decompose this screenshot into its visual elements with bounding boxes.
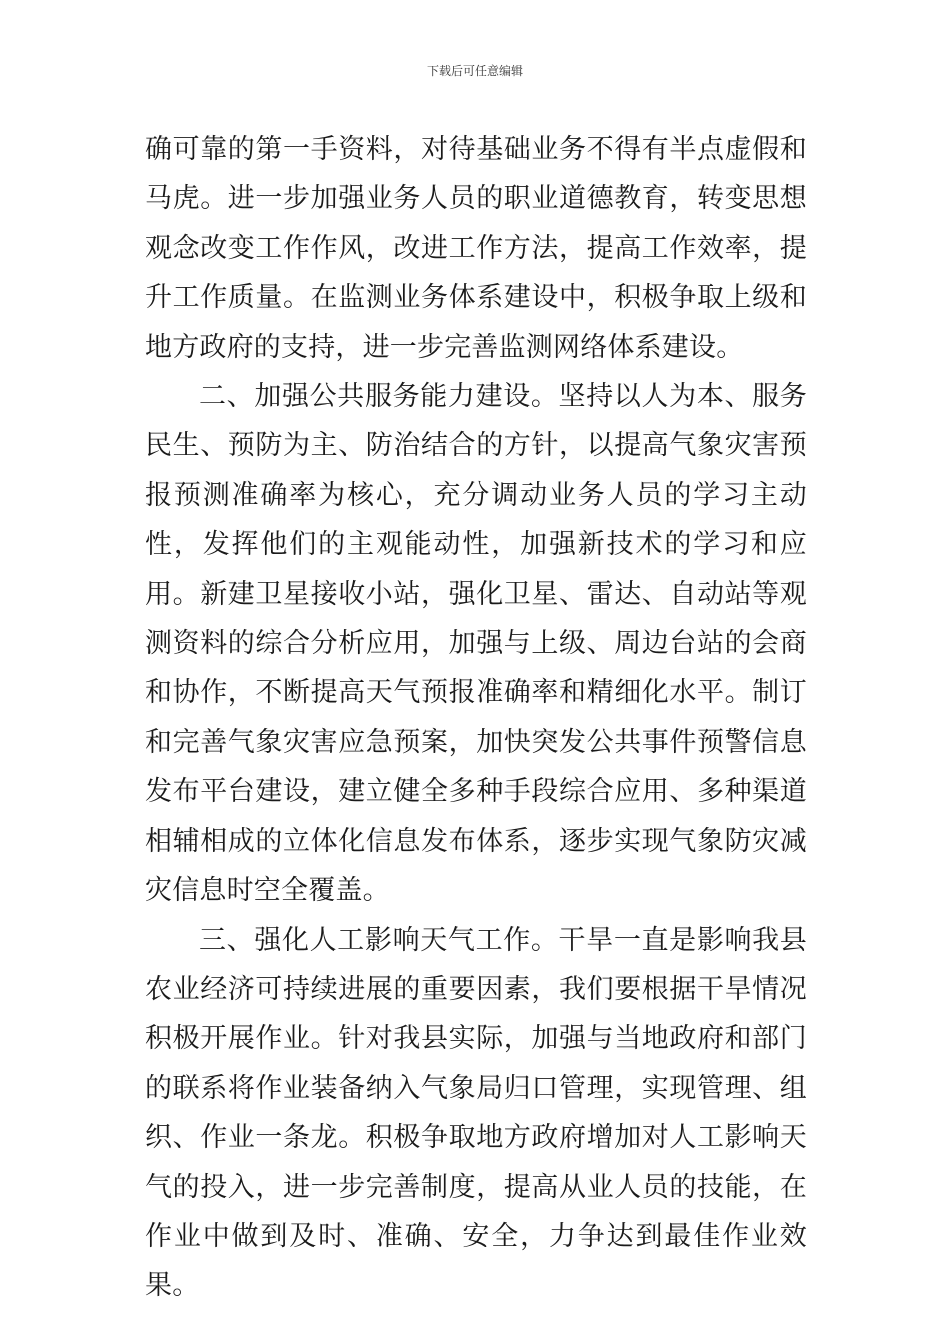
- document-body: [145, 125, 807, 1311]
- page-header: 下载后可任意编辑: [426, 64, 523, 78]
- paragraph-weather-modification: 三、强化人工影响天气工作。干旱一直是影响我县农业经济可持续进展的重要因素，我们要根据干旱情况积极开展作业。针对我县实际，加强与当地政府和部门的联系将作业装备纳入气象局归口管理，实现管理、组织、作业一条龙。积极争取地方政府增加对人工影响天气的投入，进一步完善制度，提高从业人员的技能，在作业中做到及时、准确、安全，力争达到最佳作业效果。: [145, 924, 807, 1302]
- paragraph-continuation: 确可靠的第一手资料，对待基础业务不得有半点虚假和马虎。进一步加强业务人员的职业道德教育，转变思想观念改变工作作风，改进工作方法，提高工作效率，提升工作质量。在监测业务体系建设中，积极争取上级和地方政府的支持，进一步完善监测网络体系建设。: [145, 134, 807, 363]
- paragraph-public-service: 二、加强公共服务能力建设。坚持以人为本、服务民生、预防为主、防治结合的方针，以提高气象灾害预报预测准确率为核心，充分调动业务人员的学习主动性，发挥他们的主观能动性，加强新技术的学习和应用。新建卫星接收小站，强化卫星、雷达、自动站等观测资料的综合分析应用，加强与上级、周边台站的会商和协作，不断提高天气预报准确率和精细化水平。制订和完善气象灾害应急预案，加快突发公共事件预警信息发布平台建设，建立健全多种手段综合应用、多种渠道相辅相成的立体化信息发布体系，逐步实现气象防灾减灾信息时空全覆盖。: [145, 381, 807, 907]
